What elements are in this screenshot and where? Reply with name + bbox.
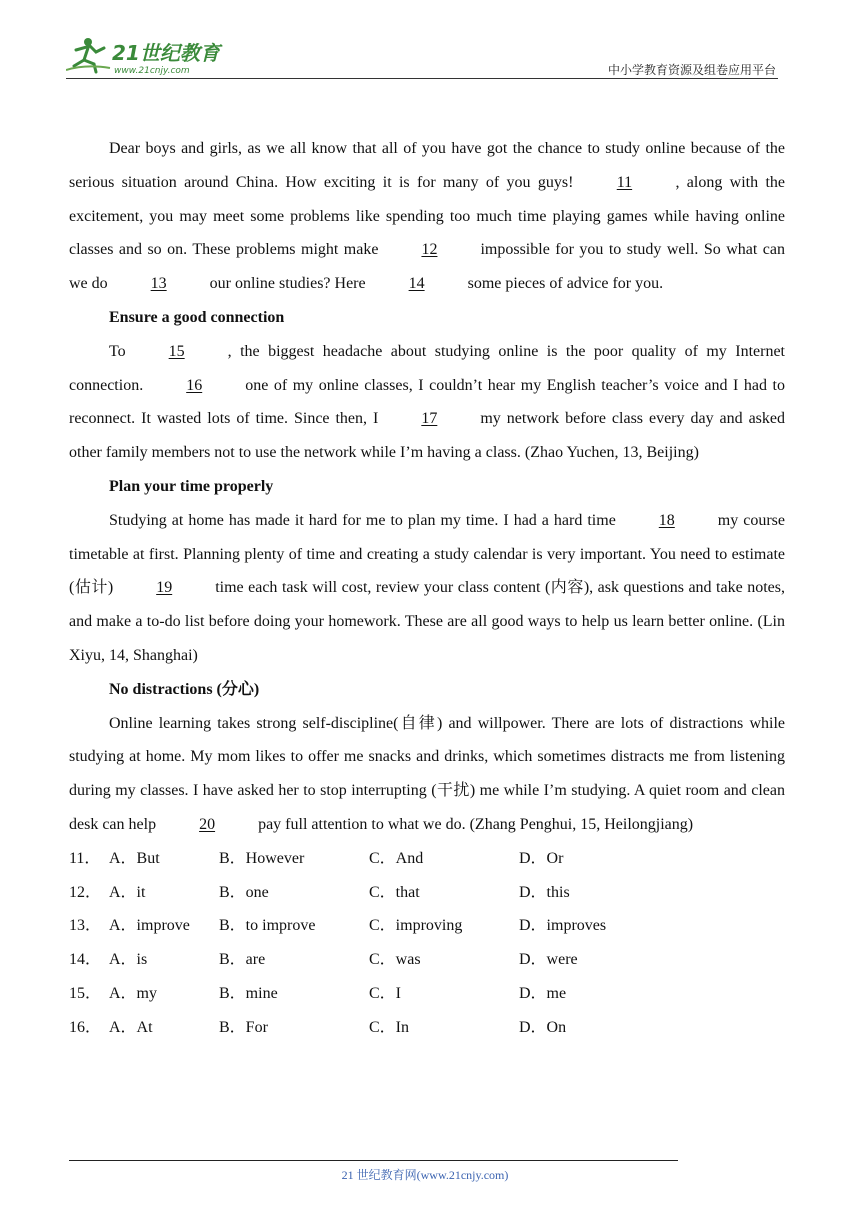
option-d[interactable]: D．this [519, 883, 570, 901]
text: impossible for you to study well. So what can we do [69, 241, 786, 293]
text: pay full attention to what we do. (Zhang Penghui, 15, Heilongjiang) [258, 815, 694, 833]
blank-20[interactable]: 20 [199, 815, 216, 833]
paragraph-distractions [69, 707, 785, 842]
text: time each task will cost, review your class content (内容), ask questions and take notes, and make a to-do list before doing your homework. These are all good ways to help us learn better online. (Lin Xiyu, 14, Shanghai) [69, 579, 785, 664]
text: Online learning takes strong self-discipline(自律) and willpower. There are lots of distractions while studying at home. My mom likes to offer me snacks and drinks, which sometimes distracts me from listening during my classes. I have asked her to stop interrupting (干扰) me while I’m studying. A quiet room and clean desk can help [69, 714, 785, 833]
text: To [109, 342, 126, 360]
question-row [69, 943, 785, 977]
text: Studying at home has made it hard for me to plan my time. I had a hard time [109, 511, 616, 529]
option-b[interactable]: B．mine [219, 984, 278, 1002]
option-a[interactable]: A．But [109, 849, 160, 867]
option-d[interactable]: D．were [519, 951, 578, 969]
site-logo[interactable] [66, 36, 226, 76]
question-row [69, 842, 785, 876]
blank-17[interactable]: 17 [421, 410, 438, 428]
paragraph-intro [69, 132, 785, 301]
text: , along with the excitement, you may meet some problems like spending too much time playing games while having online classes and so on. These problems might make [69, 173, 785, 259]
footer-divider [69, 1160, 678, 1161]
text: some pieces of advice for you. [467, 275, 664, 293]
option-c[interactable]: C．I [369, 984, 402, 1002]
logo-url: www.21cnjy.com [114, 66, 190, 76]
blank-13[interactable]: 13 [150, 275, 167, 293]
question-row [69, 909, 785, 943]
logo-runner-icon [66, 36, 226, 76]
question-row [69, 876, 785, 910]
question-row [69, 977, 785, 1011]
option-a[interactable]: A．improve [109, 917, 190, 935]
blank-16[interactable]: 16 [186, 376, 203, 394]
blank-12[interactable]: 12 [421, 241, 438, 259]
question-number: 14． [69, 951, 102, 969]
passage [69, 132, 785, 1045]
option-a[interactable]: A．my [109, 984, 158, 1002]
option-c[interactable]: C．And [369, 849, 424, 867]
question-number: 13． [69, 917, 102, 935]
footer-link[interactable]: 21 世纪教育网(www.21cnjy.com) [341, 1168, 509, 1182]
header-divider [66, 78, 778, 79]
blank-15[interactable]: 15 [168, 342, 185, 360]
option-d[interactable]: D．me [519, 984, 567, 1002]
option-b[interactable]: B．are [219, 951, 266, 969]
page-header [0, 0, 860, 80]
blank-11[interactable]: 11 [616, 173, 633, 191]
option-a[interactable]: A．is [109, 951, 148, 969]
text: one of my online classes, I couldn’t hear my English teacher’s voice and I had to reconnect. It wasted lots of time. Since then, I [69, 376, 785, 428]
blank-19[interactable]: 19 [156, 579, 173, 597]
question-number: 11． [69, 849, 101, 867]
paragraph-connection [69, 335, 785, 470]
option-d[interactable]: D．improves [519, 917, 607, 935]
option-c[interactable]: C．that [369, 883, 420, 901]
option-a[interactable]: A．At [109, 1018, 153, 1036]
option-b[interactable]: B．one [219, 883, 269, 901]
option-b[interactable]: B．to improve [219, 917, 316, 935]
option-d[interactable]: D．On [519, 1018, 567, 1036]
text: my course timetable at first. Planning plenty of time and creating a study calendar is very important. You need to estimate (估计) [69, 511, 786, 597]
section-heading-distractions: No distractions (分心) [109, 680, 260, 698]
blank-18[interactable]: 18 [658, 511, 675, 529]
option-c[interactable]: C．In [369, 1018, 410, 1036]
option-a[interactable]: A．it [109, 883, 146, 901]
text: , the biggest headache about studying online is the poor quality of my Internet connection. [69, 342, 785, 394]
section-heading-connection: Ensure a good connection [109, 308, 285, 326]
page-footer [0, 1166, 860, 1183]
option-b[interactable]: B．However [219, 849, 305, 867]
option-b[interactable]: B．For [219, 1018, 268, 1036]
section-heading-time: Plan your time properly [109, 477, 274, 495]
option-c[interactable]: C．was [369, 951, 421, 969]
question-options [69, 842, 785, 1045]
platform-label: 中小学教育资源及组卷应用平台 [607, 63, 776, 77]
logo-text: 21世纪教育 [112, 41, 220, 65]
question-row [69, 1011, 785, 1045]
option-c[interactable]: C．improving [369, 917, 463, 935]
text: our online studies? Here [209, 275, 366, 293]
question-number: 15． [69, 984, 102, 1002]
text: my network before class every day and asked other family members not to use the network while I’m having a class. (Zhao Yuchen, 13, Beijing) [69, 410, 786, 462]
paragraph-time [69, 504, 785, 673]
question-number: 16． [69, 1018, 102, 1036]
text: Dear boys and girls, as we all know that all of you have got the chance to study online because of the serious situation around China. How exciting it is for many of you guys! [69, 140, 785, 191]
question-number: 12． [69, 883, 102, 901]
option-d[interactable]: D．Or [519, 849, 564, 867]
blank-14[interactable]: 14 [408, 275, 425, 293]
